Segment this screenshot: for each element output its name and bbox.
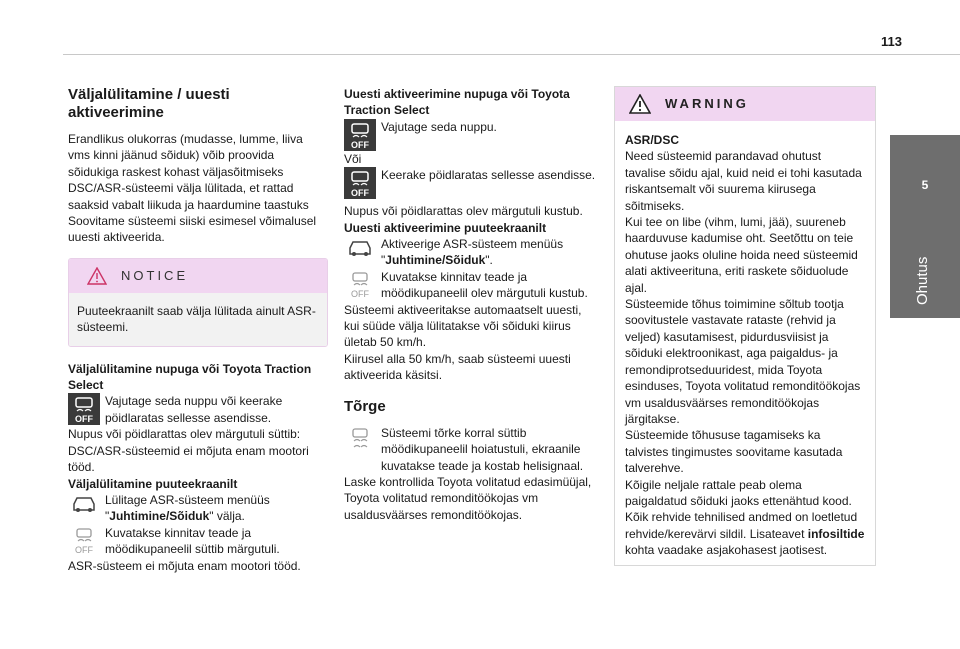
chapter-label: Ohutus — [914, 256, 931, 305]
svg-text:OFF: OFF — [75, 544, 93, 555]
auto-reactivate-text: Süsteemi aktiveeritakse automaatselt uuesti, kui süüde välja lülitatakse või sõiduki kiirus ületab 50 km/h. — [344, 302, 582, 350]
car-icon — [68, 492, 100, 524]
warning-body — [615, 121, 875, 565]
warning-p2: Kui tee on libe (vihm, lumi, jää), suureneb haarduvuse kadumise oht. Seetõttu on teie ohutuse jaoks oluline hoida need süsteemid alati aktiveerituna, eriti raskete sõiduolude ajal. — [625, 215, 858, 295]
touchscreen-text: Lülitage ASR-süsteem menüüs "Juhtimine/Sõiduk" välja. — [105, 492, 270, 524]
subheading-off-button: Väljalülitamine nupuga või Toyota Traction Select — [68, 361, 312, 393]
car-skid-light-icon — [344, 425, 376, 457]
car-skid-off-icon — [68, 393, 100, 425]
touchscreen-on-text: Aktiveerige ASR-süsteem menüüs "Juhtimine/Sõiduk". — [381, 237, 564, 268]
intro-text: Erandlikus olukorras (mudasse, lumme, liiva vms kinni jäänud sõiduk) võib proovida sõidukiga raskest kohast väljasõitmiseks DSC/ASR-süsteemi välja lülitada, et rattad saaksid vabalt liikuda ja haardumine taastuks — [68, 132, 309, 212]
warning-triangle-icon — [87, 267, 107, 285]
column-right — [614, 86, 876, 566]
or-text: Või — [344, 151, 362, 166]
warning-p5: Kõigile neljale rattale peab olema paigaldatud sõiduki jaoks ettenähtud kood. — [625, 477, 852, 508]
svg-text:OFF: OFF — [351, 139, 369, 150]
car-skid-off-light-icon — [68, 525, 100, 557]
chapter-tab[interactable] — [890, 135, 960, 318]
indicator-text: Kuvatakse kinnitav teade ja möödikupaneelil süttib märgutuli. — [105, 525, 280, 557]
warning-triangle-icon — [629, 94, 651, 114]
off-button-row — [68, 393, 328, 426]
reactivate-button-text: Vajutage seda nuppu. — [381, 119, 497, 134]
warning-subheading: ASR/DSC — [625, 133, 680, 147]
intro-text-2: Soovitame süsteemi siiski esimesel võimalusel uuesti aktiveerida. — [68, 214, 317, 245]
fault-row — [344, 425, 596, 474]
subheading-touchscreen-off: Väljalülitamine puuteekraanilt — [68, 476, 238, 491]
warning-p6: Kõik rehvide tehnilised andmed on loetletud rehvide/kerevärvi sildil. Lisateavet infosiltide kohta vaadake asjakohasest jaotisest. — [625, 510, 865, 558]
warning-p4: Süsteemide tõhususe tagamiseks ka talvistes tingimustes soovitame kasutada talverehve. — [625, 428, 843, 476]
notice-header — [69, 259, 327, 293]
car-skid-off-icon — [344, 119, 376, 151]
car-skid-off-light-icon — [344, 269, 376, 301]
warning-box — [614, 86, 876, 566]
section-heading: Väljalülitamine / uuesti aktiveerimine — [68, 86, 230, 121]
subheading-touchscreen-on: Uuesti aktiveerimine puuteekraanilt — [344, 220, 547, 235]
light-off-text: Nupus või pöidlarattas olev märgutuli kustub. — [344, 204, 583, 219]
thumbwheel-text: Keerake pöidlaratas sellesse asendisse. — [381, 168, 596, 183]
warning-p3: Süsteemide tõhus toimimine sõltub tootja soovitustele vastavate rataste (rehvid ja veljed) kasutamisest, pidurdusviisist ja sõiduki elektroonikast, aga paigaldus- ja remondiprotseduuridest, mida Toyota esinduses, Toyota volitatud remonditöökojas vm usaldusväärses remonditöökojas järgitakse. — [625, 297, 861, 426]
notice-box — [68, 258, 328, 347]
fault-text-2: Laske kontrollida Toyota volitatud edasimüüjal, Toyota volitatud remonditöökojas vm usaldusväärses remonditöökojas. — [344, 474, 592, 522]
indicator-off-row — [344, 269, 596, 302]
column-middle — [344, 86, 596, 523]
thumbwheel-row — [344, 167, 596, 199]
off-button-text: Vajutage seda nuppu või keerake pöidlaratas sellesse asendisse. — [105, 394, 283, 425]
touchscreen-on-row — [344, 236, 596, 269]
svg-text:OFF: OFF — [351, 288, 369, 299]
notice-body: Puuteekraanilt saab välja lülitada ainult ASR-süsteemi. — [69, 293, 327, 346]
off-button-text-2: Nupus või pöidlarattas olev märgutuli süttib: DSC/ASR-süsteemid ei mõjuta enam mootori tööd. — [68, 427, 309, 475]
touchscreen-row — [68, 492, 328, 525]
car-icon — [344, 236, 376, 268]
page-number: 113 — [881, 34, 902, 49]
svg-text:OFF: OFF — [351, 188, 369, 199]
warning-header — [615, 87, 875, 121]
indicator-off-text: Kuvatakse kinnitav teade ja möödikupaneelil olev märgutuli kustub. — [381, 269, 588, 301]
fault-text: Süsteemi tõrke korral süttib möödikupaneelil hoiatustuli, ekraanile kuvatakse teade ja kostab helisignaal. — [381, 425, 584, 473]
car-skid-off-icon — [344, 167, 376, 199]
warning-p1: Need süsteemid parandavad ohutust tavalise sõidu ajal, kuid neid ei tohi kasutada riskantsemalt või suurema kiirusega sõitmiseks. — [625, 149, 862, 213]
manual-reactivate-text: Kiirusel alla 50 km/h, saab süsteemi uuesti aktiveerida käsitsi. — [344, 351, 571, 383]
warning-title: WARNING — [665, 95, 749, 111]
fault-heading: Tõrge — [344, 397, 386, 415]
notice-title: NOTICE — [121, 267, 189, 283]
column-left — [68, 86, 328, 574]
top-divider — [63, 54, 960, 55]
chapter-number: 5 — [921, 178, 929, 192]
subheading-reactivate-button: Uuesti aktiveerimine nupuga või Toyota Traction Select — [344, 87, 570, 118]
asr-off-text: ASR-süsteem ei mõjuta enam mootori tööd. — [68, 558, 301, 573]
reactivate-button-row — [344, 119, 596, 151]
svg-text:OFF: OFF — [75, 414, 93, 425]
indicator-row — [68, 525, 328, 558]
